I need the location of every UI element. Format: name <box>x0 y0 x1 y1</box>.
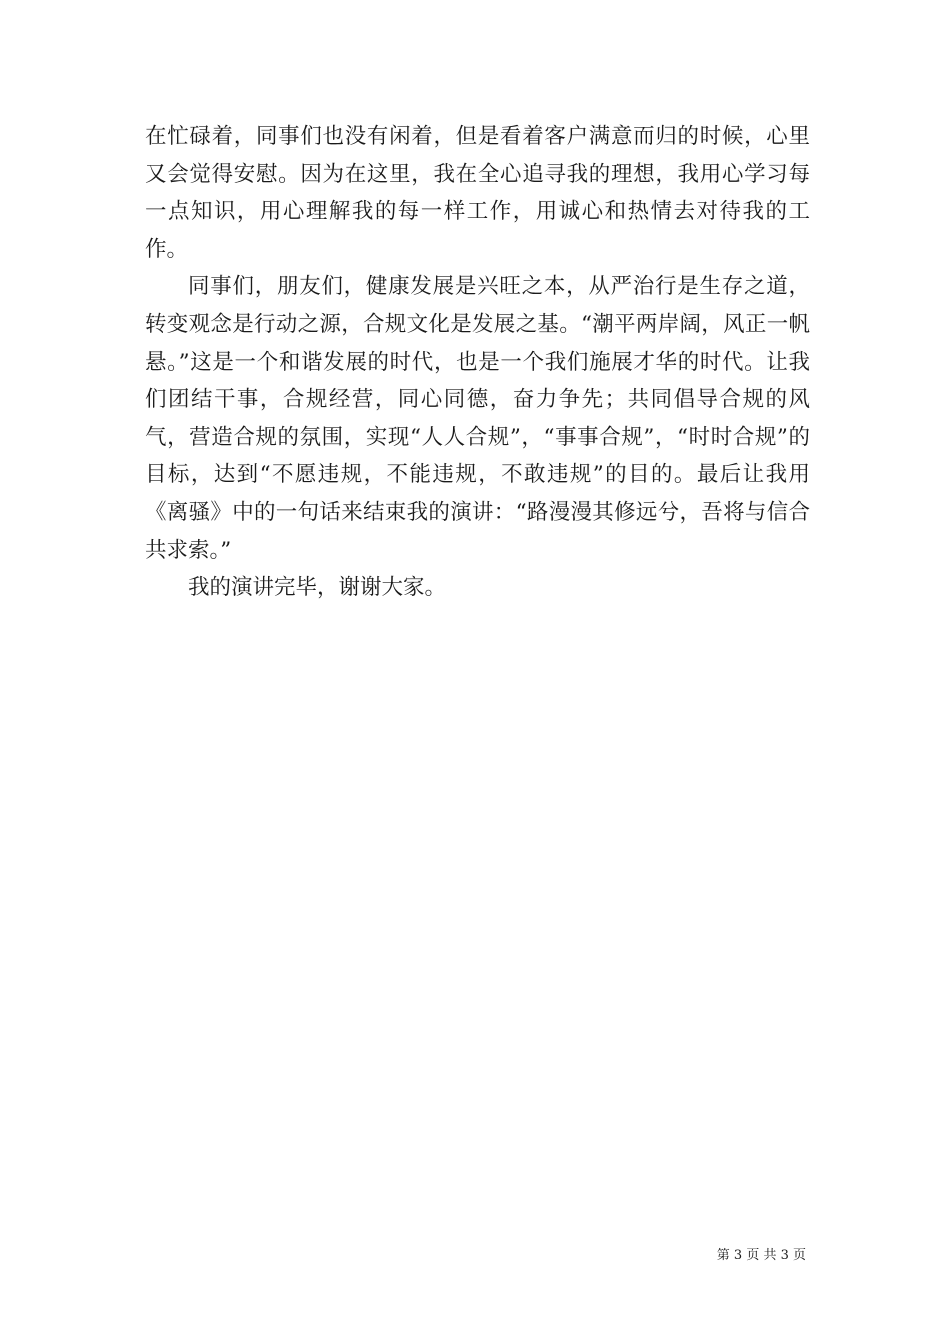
page-number-footer: 第 3 页 共 3 页 <box>716 1248 806 1263</box>
paragraph-closing: 我的演讲完毕，谢谢大家。 <box>188 575 447 601</box>
paragraph-compliance-appeal: 同事们，朋友们，健康发展是兴旺之本，从严治行是生存之道，转变观念是行动之源，合规文化是发展之基。“潮平两岸阔，风正一帆悬。”这是一个和谐发展的时代，也是一个我们施展才华的时代。让我们团结干事，合规经营，同心同德，奋力争先；共同倡导合规的风气，营造合规的氛围，实现“人人合规”，“事事合规”，“时时合规”的目标，达到“不愿违规，不能违规，不敢违规”的目的。最后让我用《离骚》中的一句话来结束我的演讲：“路漫漫其修远兮，吾将与信合共求索。” <box>145 274 810 563</box>
document-body <box>145 118 810 607</box>
paragraph-continuation: 在忙碌着，同事们也没有闲着，但是看着客户满意而归的时候，心里又会觉得安慰。因为在这里，我在全心追寻我的理想，我用心学习每一点知识，用心理解我的每一样工作，用诚心和热情去对待我的工作。 <box>145 124 810 262</box>
